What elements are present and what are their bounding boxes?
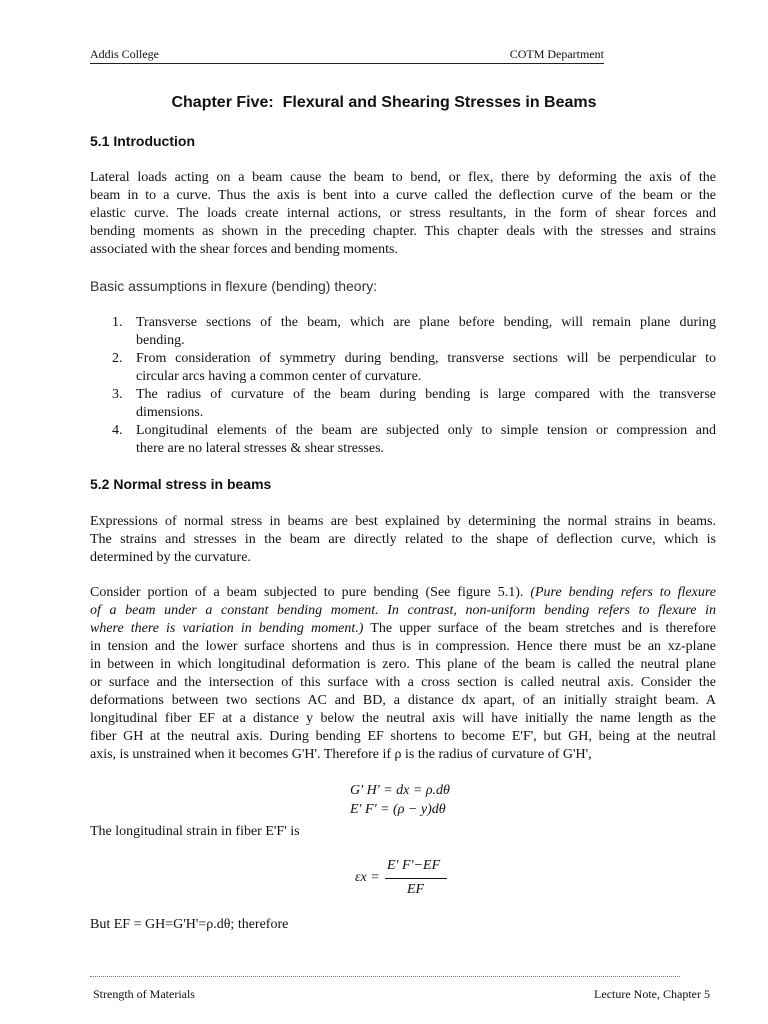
list-item — [90, 386, 716, 422]
list-item — [90, 314, 716, 350]
text-line: From consideration of symmetry during bending, transverse sections will be perpendicular to — [136, 351, 716, 366]
text-segment: Consider portion of a beam subjected to pure bending (See figure 5.1). — [90, 585, 531, 600]
italic-segment: (Pure bending refers to flexure — [530, 585, 717, 600]
text-line: Lateral loads acting on a beam cause the beam to bend, or flex, there by deforming the axis of the — [90, 170, 716, 185]
equation-numerator: E' F'−EF — [387, 858, 441, 873]
text-line: in between in which longitudinal deformation is zero. This plane of the beam is called the neutral plane — [90, 657, 716, 672]
text-line: dimensions. — [136, 405, 204, 420]
text-line: in tension and the lower surface shortens and thus is in compression. Hence there must be an xz-plane — [90, 639, 716, 654]
text-line: Expressions of normal stress in beams are best explained by determining the normal strains in beams. — [90, 514, 716, 529]
normal-stress-paragraph-1 — [90, 513, 716, 567]
italic-segment: of a beam under a constant bending moment. In contrast, non-uniform bending refers to flexure in — [90, 603, 716, 618]
equation-gh: G' H' = dx = ρ.dθ — [350, 783, 450, 798]
strain-text — [90, 823, 716, 841]
text-line: The strains and stresses in the beam are directly related to the shape of deflection curve, which is — [90, 532, 716, 547]
text-line: determined by the curvature. — [90, 550, 251, 565]
text-line: longitudinal fiber EF at a distance y below the neutral axis will have initially the name length as the — [90, 711, 716, 726]
footer-right: Lecture Note, Chapter 5 — [594, 987, 710, 1001]
text-line: The longitudinal strain in fiber E'F' is — [90, 824, 300, 839]
text-segment: The upper surface of the beam stretches and is therefore — [363, 621, 716, 636]
text-line: elastic curve. The loads create internal actions, or stress resultants, in the form of shear forces and — [90, 206, 716, 221]
footer-left: Strength of Materials — [93, 987, 195, 1001]
list-item — [90, 422, 716, 458]
list-number: 2. — [112, 351, 123, 366]
text-line: associated with the shear forces and bending moments. — [90, 242, 398, 257]
header-right: COTM Department — [509, 47, 604, 61]
assumptions-list — [90, 314, 716, 458]
text-line: The radius of curvature of the beam during bending is large compared with the transverse — [136, 387, 716, 402]
text-line: Longitudinal elements of the beam are subjected only to simple tension or compression and — [136, 423, 716, 438]
footer-divider — [90, 976, 680, 979]
text-line: or surface and the intersection of this surface with a cross section is called neutral axis. Consider the — [90, 675, 716, 690]
list-item — [90, 350, 716, 386]
list-number: 3. — [112, 387, 123, 402]
therefore-text — [90, 916, 716, 934]
text-line: bending. — [136, 333, 185, 348]
section-heading-normal-stress: 5.2 Normal stress in beams — [90, 476, 272, 492]
normal-stress-paragraph-2 — [90, 584, 716, 764]
text-line: deformations between two sections AC and BD, a distance dx apart, of an initially straight beam. A — [90, 693, 716, 708]
text-line: axis, is unstrained when it becomes G'H'. Therefore if ρ is the radius of curvature of G'H', — [90, 747, 592, 762]
assumptions-heading: Basic assumptions in flexure (bending) theory: — [90, 278, 378, 294]
text-line: there are no lateral stresses & shear stresses. — [136, 441, 385, 456]
fraction-bar — [385, 878, 447, 879]
equation-ef: E' F' = (ρ − y)dθ — [350, 802, 446, 817]
equation-denominator: EF — [407, 882, 425, 897]
text-line: circular arcs having a common center of curvature. — [136, 369, 422, 384]
text-line: bending moments as shown in the preceding chapter. This chapter deals with the stresses and strains — [90, 224, 716, 239]
chapter-title: Chapter Five: Flexural and Shearing Stresses in Beams — [171, 94, 597, 111]
text-line: beam in to a curve. Thus the axis is bent into a curve called the deflection curve of the beam or the — [90, 188, 716, 203]
equation-lhs: εx = — [355, 870, 380, 885]
italic-segment: where there is variation in bending moment.) — [90, 621, 364, 636]
header-left: Addis College — [90, 47, 159, 61]
text-line: fiber GH at the neutral axis. During bending EF shortens to become E'F', but GH, being at the neutral — [90, 729, 716, 744]
list-number: 4. — [112, 423, 123, 438]
section-heading-introduction: 5.1 Introduction — [90, 133, 195, 149]
list-number: 1. — [112, 315, 123, 330]
text-line: But EF = GH=G'H'=ρ.dθ; therefore — [90, 917, 289, 932]
text-line: Transverse sections of the beam, which are plane before bending, will remain plane during — [136, 315, 716, 330]
page-header — [90, 47, 604, 64]
intro-paragraph — [90, 169, 716, 259]
